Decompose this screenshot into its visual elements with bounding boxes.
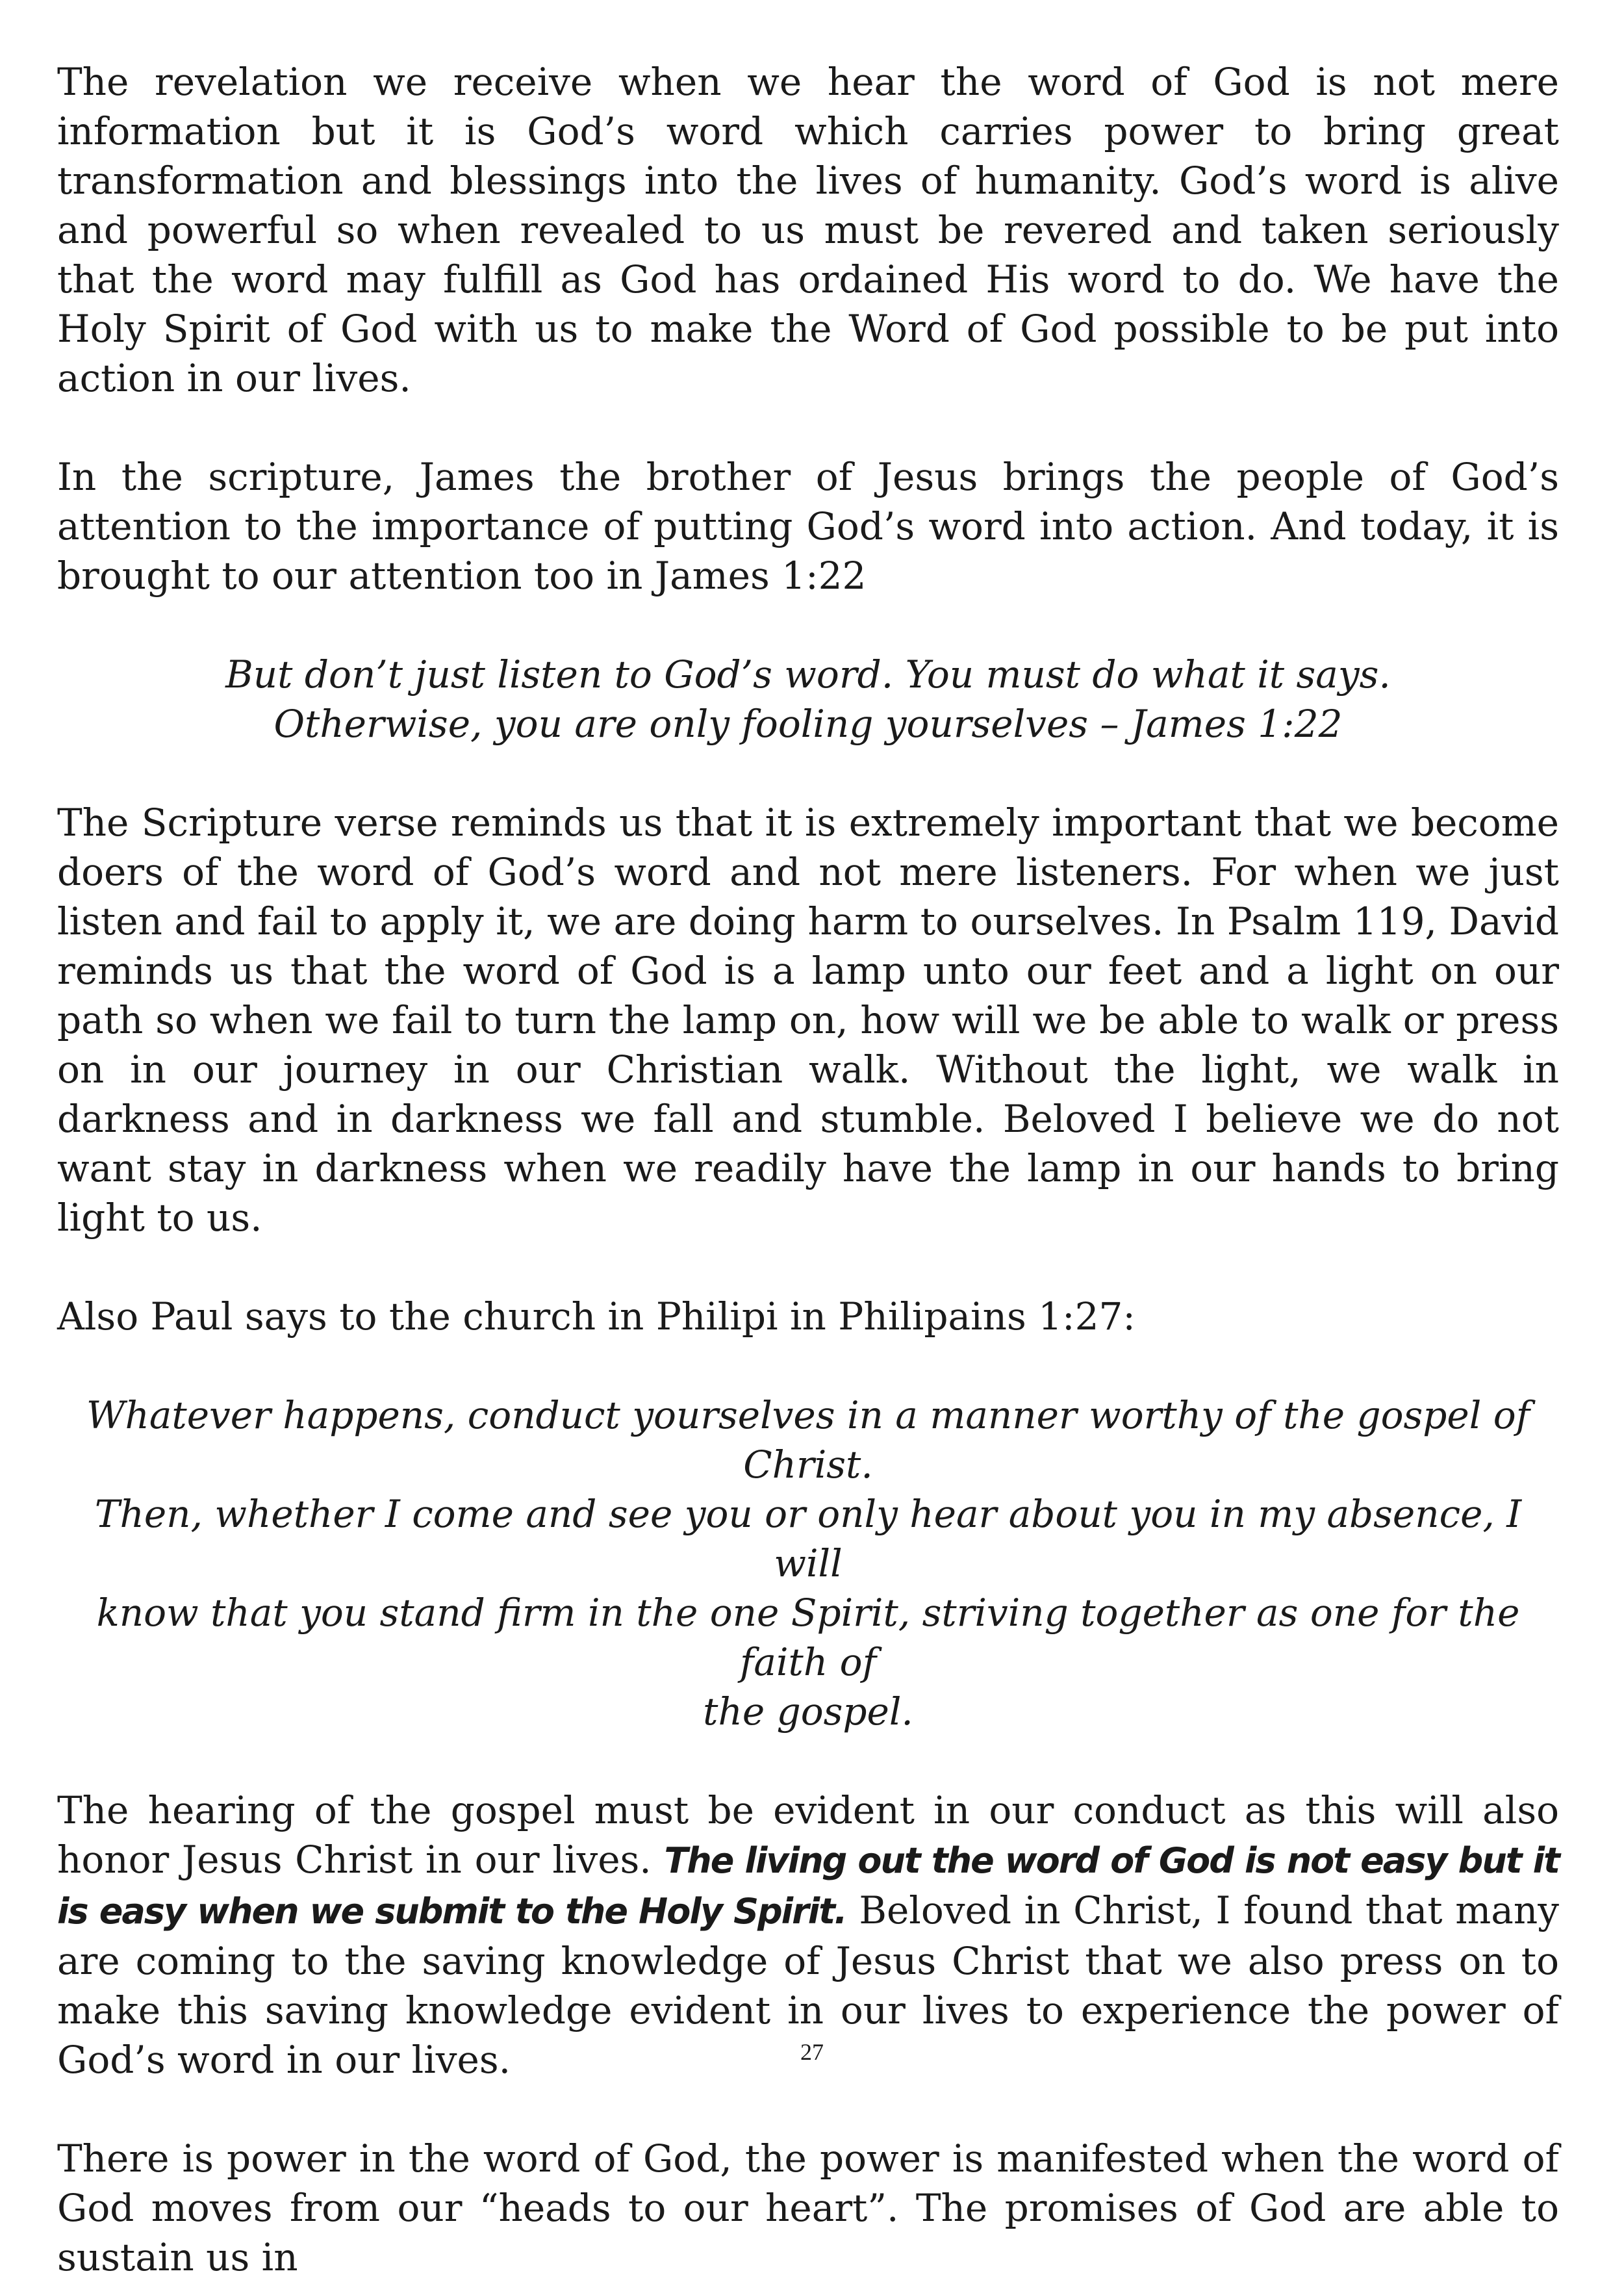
page-number: 27: [800, 2039, 824, 2065]
paragraph-scripture-reminder: The Scripture verse reminds us that it is extremely important that we become doers of the word of God’s word and not mere listeners. For when we just listen and fail to apply it, we are doing harm to ourselves. In Psalm 119, David reminds us that the word of God is a lamp unto our feet and a light on our path so when we fail to turn the lamp on, how will we be able to walk or press on in our journey in our Christian walk. Without the light, we walk in darkness and in darkness we fall and stumble. Beloved I believe we do not want stay in darkness when we readily have the lamp in our hands to bring light to us.: [57, 801, 1559, 1240]
quote-line: the gospel.: [703, 1689, 913, 1734]
emphasized-text: The living out the word of God is not easy but it is easy when we submit to the Holy Spirit.: [57, 1840, 1559, 1932]
quote-line: Whatever happens, conduct yourselves in a manner worthy of the gospel of Christ.: [86, 1393, 1530, 1487]
paragraph-text: Beloved in Christ, I found that many are coming to the saving knowledge of Jesus Christ that we also press on to make this saving knowledge evident in our lives to experience the power of God’s word in our lives.: [57, 1888, 1559, 2082]
paragraph-revelation: The revelation we receive when we hear the word of God is not mere information but it is God’s word which carries power to bring great transformation and blessings into the lives of humanity. God’s word is alive and powerful so when revealed to us must be revered and taken seriously that the word may fulfill as God has ordained His word to do. We have the Holy Spirit of God with us to make the Word of God possible to be put into action in our lives.: [57, 60, 1559, 400]
paragraph-gap: [57, 1242, 1559, 1292]
paragraph-gap: [57, 600, 1559, 650]
document-page: [57, 57, 1559, 2282]
quote-line: Then, whether I come and see you or only hear about you in my absence, I will: [94, 1492, 1522, 1585]
quote-line: Otherwise, you are only fooling yourselves – James 1:22: [273, 702, 1343, 746]
quote-line: But don’t just listen to God’s word. You must do what it says.: [225, 652, 1391, 697]
paragraph-paul-intro: Also Paul says to the church in Philipi in Philipains 1:27:: [57, 1294, 1136, 1339]
paragraph-james-intro: In the scripture, James the brother of Jesus brings the people of God’s attention to the importance of putting God’s word into action. And today, it is brought to our attention too in James 1:22: [57, 455, 1559, 598]
paragraph-gap: [57, 2084, 1559, 2134]
paragraph-gap: [57, 749, 1559, 798]
quote-james-1-22: [57, 650, 1559, 749]
paragraph-power-of-word: There is power in the word of God, the power is manifested when the word of God moves from our “heads to our heart”. The promises of God are able to sustain us in: [57, 2136, 1559, 2279]
quote-line: know that you stand firm in the one Spirit, striving together as one for the faith of: [96, 1591, 1520, 1684]
paragraph-text: The hearing of the gospel must be evident in our conduct as this will also honor Jesus Christ in our lives.: [57, 1788, 1559, 1882]
quote-philippians-1-27: [57, 1391, 1559, 1736]
paragraph-gap: [57, 1341, 1559, 1391]
paragraph-gap: [57, 1736, 1559, 1786]
paragraph-gap: [57, 403, 1559, 452]
